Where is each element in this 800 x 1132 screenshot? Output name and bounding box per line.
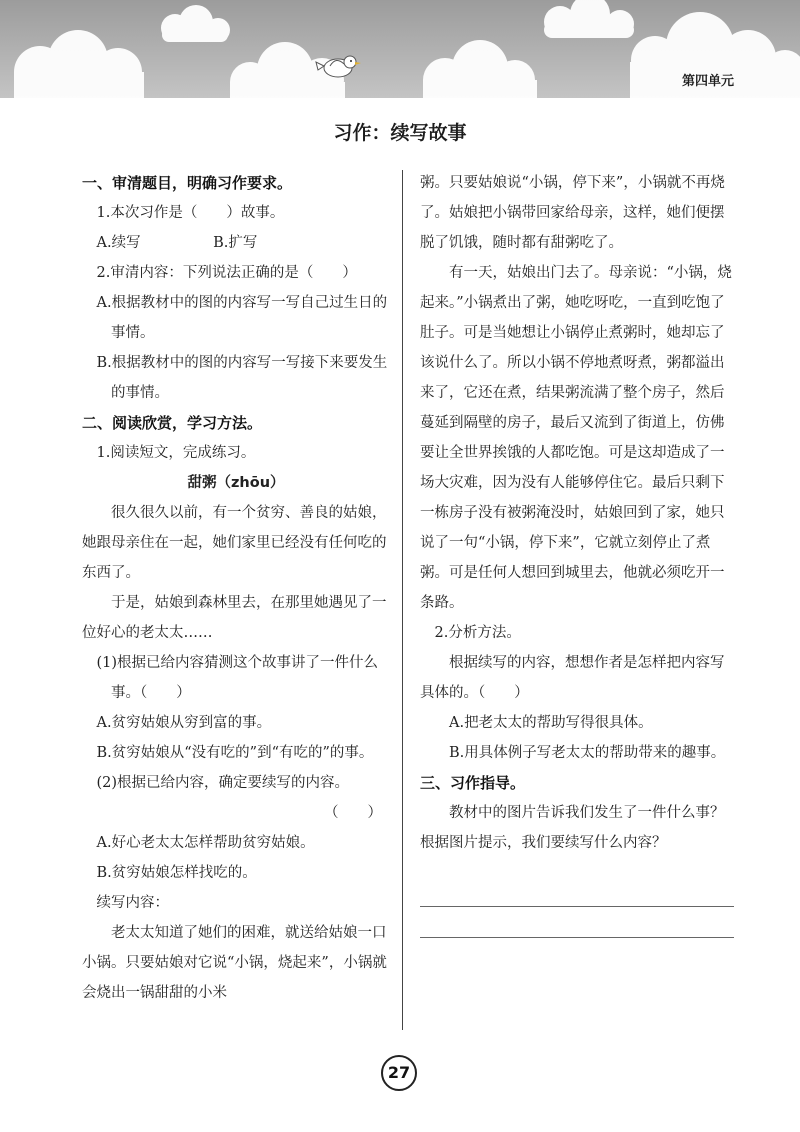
answer-lines — [420, 876, 734, 938]
analysis-option-b: B.用具体例子写老太太的帮助带来的趣事。 — [449, 745, 726, 761]
question-2: 2.审清内容：下列说法正确的是（ ） — [96, 265, 357, 281]
section-one-heading: 一、审清题目，明确习作要求。 — [82, 174, 293, 192]
continuation-paragraph-2: 有一天，姑娘出门去了。母亲说：“小锅，烧起来。”小锅煮出了粥，她吃呀吃，一直到吃饱了肚子。可是当她想让小锅停止煮粥时，她却忘了该说什么了。所以小锅不停地煮呀煮，粥都溢出来了，它还在煮，结果粥流满了整个房子，然后蔓延到隔壁的房子，最后又流到了街道上，仿佛要让全世界挨饿的人都吃饱。可是这却造成了一场大灾难，因为没有人能够停住它。最后只剩下一栋房子没有被粥淹没时，姑娘回到了家，她只说了一句“小锅，停下来”，它就立刻停止了煮粥。可是任何人想回到城里去，他就必须吃开一条路。 — [420, 265, 732, 611]
right-column — [420, 168, 734, 938]
unit-label: 第四单元 — [681, 74, 734, 89]
answer-line[interactable] — [420, 876, 734, 907]
continuation-label: 续写内容： — [96, 895, 169, 911]
subquestion-1-option-b: B.贫穷姑娘从“没有吃的”到“有吃的”的事。 — [96, 745, 374, 761]
question-1-options: A.续写 B.扩写 — [96, 235, 258, 251]
writing-guide-paragraph: 教材中的图片告诉我们发生了一件什么事？根据图片提示，我们要续写什么内容？ — [420, 805, 725, 851]
section-two-heading: 二、阅读欣赏，学习方法。 — [82, 414, 263, 432]
analysis-question: 根据续写的内容，想想作者是怎样把内容写具体的。（ ） — [420, 655, 725, 701]
page-title: 习作：续写故事 — [333, 122, 467, 144]
section-three-heading: 三、习作指导。 — [420, 774, 526, 792]
continuation-paragraph-1-end: 粥。只要姑娘说“小锅，停下来”，小锅就不再烧了。姑娘把小锅带回家给母亲，这样，她们便摆脱了饥饿，随时都有甜粥吃了。 — [420, 175, 725, 251]
subquestion-1: (1)根据已给内容猜测这个故事讲了一件什么事。（ ） — [96, 655, 379, 701]
story-paragraph-1: 很久很久以前，有一个贫穷、善良的姑娘，她跟母亲住在一起，她们家里已经没有任何吃的东西了。 — [82, 505, 387, 581]
story-paragraph-2: 于是，姑娘到森林里去，在那里她遇见了一位好心的老太太…… — [82, 595, 387, 641]
question-1: 1.本次习作是（ ）故事。 — [96, 205, 285, 221]
page-number: 27 — [381, 1055, 417, 1091]
question-2-option-a: A.根据教材中的图的内容写一写自己过生日的事情。 — [96, 295, 388, 341]
analysis-option-a: A.把老太太的帮助写得很具体。 — [449, 715, 653, 731]
left-column — [82, 168, 390, 1008]
answer-line[interactable] — [420, 907, 734, 938]
continuation-paragraph-1: 老太太知道了她们的困难，就送给姑娘一口小锅。只要姑娘对它说“小锅，烧起来”，小锅就会烧出一锅甜甜的小米 — [82, 925, 387, 1001]
subquestion-1-option-a: A.贫穷姑娘从穷到富的事。 — [96, 715, 272, 731]
analysis-heading: 2.分析方法。 — [434, 625, 521, 641]
cloud-banner-graphic — [0, 0, 800, 98]
reading-instruction: 1.阅读短文，完成练习。 — [96, 445, 256, 461]
header-banner — [0, 0, 800, 98]
story-title: 甜粥（zhōu） — [187, 475, 285, 491]
subquestion-2-option-a: A.好心老太太怎样帮助贫穷姑娘。 — [96, 835, 315, 851]
subquestion-2: (2)根据已给内容，确定要续写的内容。 — [96, 775, 350, 791]
subquestion-2-blank: （ ） — [324, 805, 382, 821]
column-divider — [402, 170, 403, 1030]
question-2-option-b: B.根据教材中的图的内容写一写接下来要发生的事情。 — [96, 355, 388, 401]
subquestion-2-option-b: B.贫穷姑娘怎样找吃的。 — [96, 865, 257, 881]
